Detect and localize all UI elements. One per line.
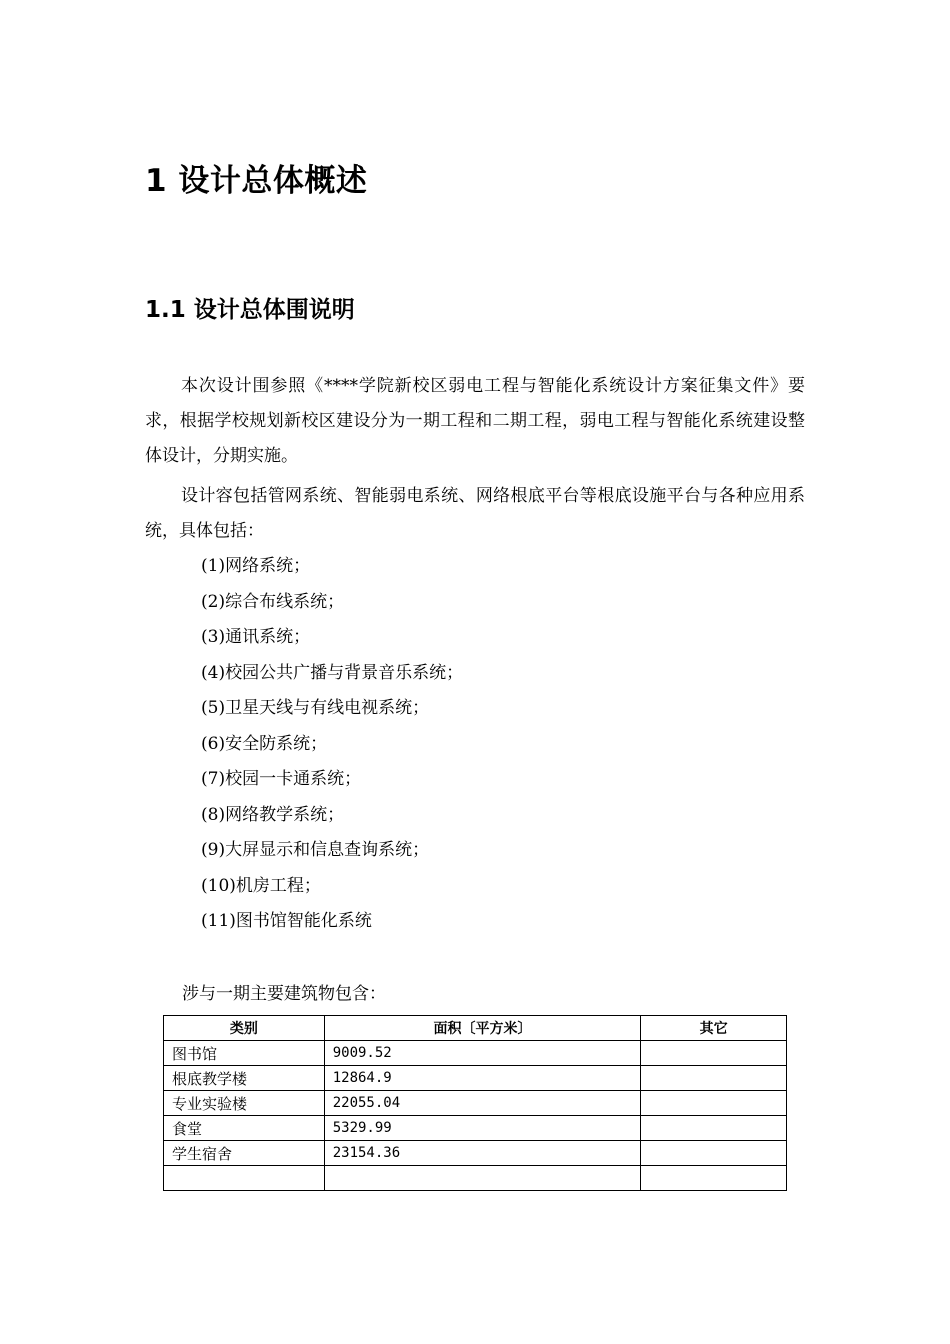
list-item: (9)大屏显示和信息查询系统； [201,840,430,860]
list-item: (4)校园公共广播与背景音乐系统； [201,662,464,683]
list-item: (1)网络系统； [201,556,311,576]
table-row [164,1141,787,1166]
table-row [164,1066,787,1091]
cell-other [641,1041,787,1066]
table-row [164,1116,787,1141]
table-caption: 涉与一期主要建筑物包含： [182,984,386,1004]
list-item: (10)机房工程； [201,875,321,896]
cell-category: 专业实验楼 [164,1091,325,1116]
list-item: (5)卫星天线与有线电视系统； [201,698,430,718]
cell-area: 23154.36 [324,1141,641,1166]
header-category: 类别 [164,1016,325,1041]
list-item: (8)网络教学系统； [201,804,345,825]
cell-area: 12864.9 [324,1066,641,1091]
cell-area: 5329.99 [324,1116,641,1141]
scope-paragraph: 设计容包括管网系统、智能弱电系统、网络根底平台等根底设施平台与各种应用系统，具体包括： [145,486,805,541]
list-item: (2)综合布线系统； [201,591,345,612]
cell-area: 22055.04 [324,1091,641,1116]
list-item: (3)通讯系统； [201,627,311,647]
table-row [164,1091,787,1116]
cell-other [641,1066,787,1091]
cell-other [641,1091,787,1116]
table-row [164,1041,787,1066]
buildings-table [163,1015,787,1191]
header-area: 面积〔平方米〕 [324,1016,641,1041]
header-other: 其它 [641,1016,787,1041]
cell-category: 食堂 [164,1116,325,1141]
table-header-row [164,1016,787,1041]
intro-paragraph: 本次设计围参照《****学院新校区弱电工程与智能化系统设计方案征集文件》要求，根据学校规划新校区建设分为一期工程和二期工程，弱电工程与智能化系统建设整体设计，分期实施。 [145,376,805,466]
cell-other [641,1166,787,1191]
system-list [201,549,463,940]
cell-other [641,1116,787,1141]
cell-category: 学生宿舍 [164,1141,325,1166]
table-row [164,1166,787,1191]
cell-category [164,1166,325,1191]
cell-area [324,1166,641,1191]
list-item: (6)安全防系统； [201,733,328,754]
list-item: (7)校园一卡通系统； [201,769,362,789]
cell-other [641,1141,787,1166]
list-item: (11)图书馆智能化系统 [201,911,372,931]
cell-area: 9009.52 [324,1041,641,1066]
cell-category: 根底教学楼 [164,1066,325,1091]
cell-category: 图书馆 [164,1041,325,1066]
chapter-heading: 1 设计总体概述 [145,163,368,199]
section-heading: 1.1 设计总体围说明 [145,297,355,323]
